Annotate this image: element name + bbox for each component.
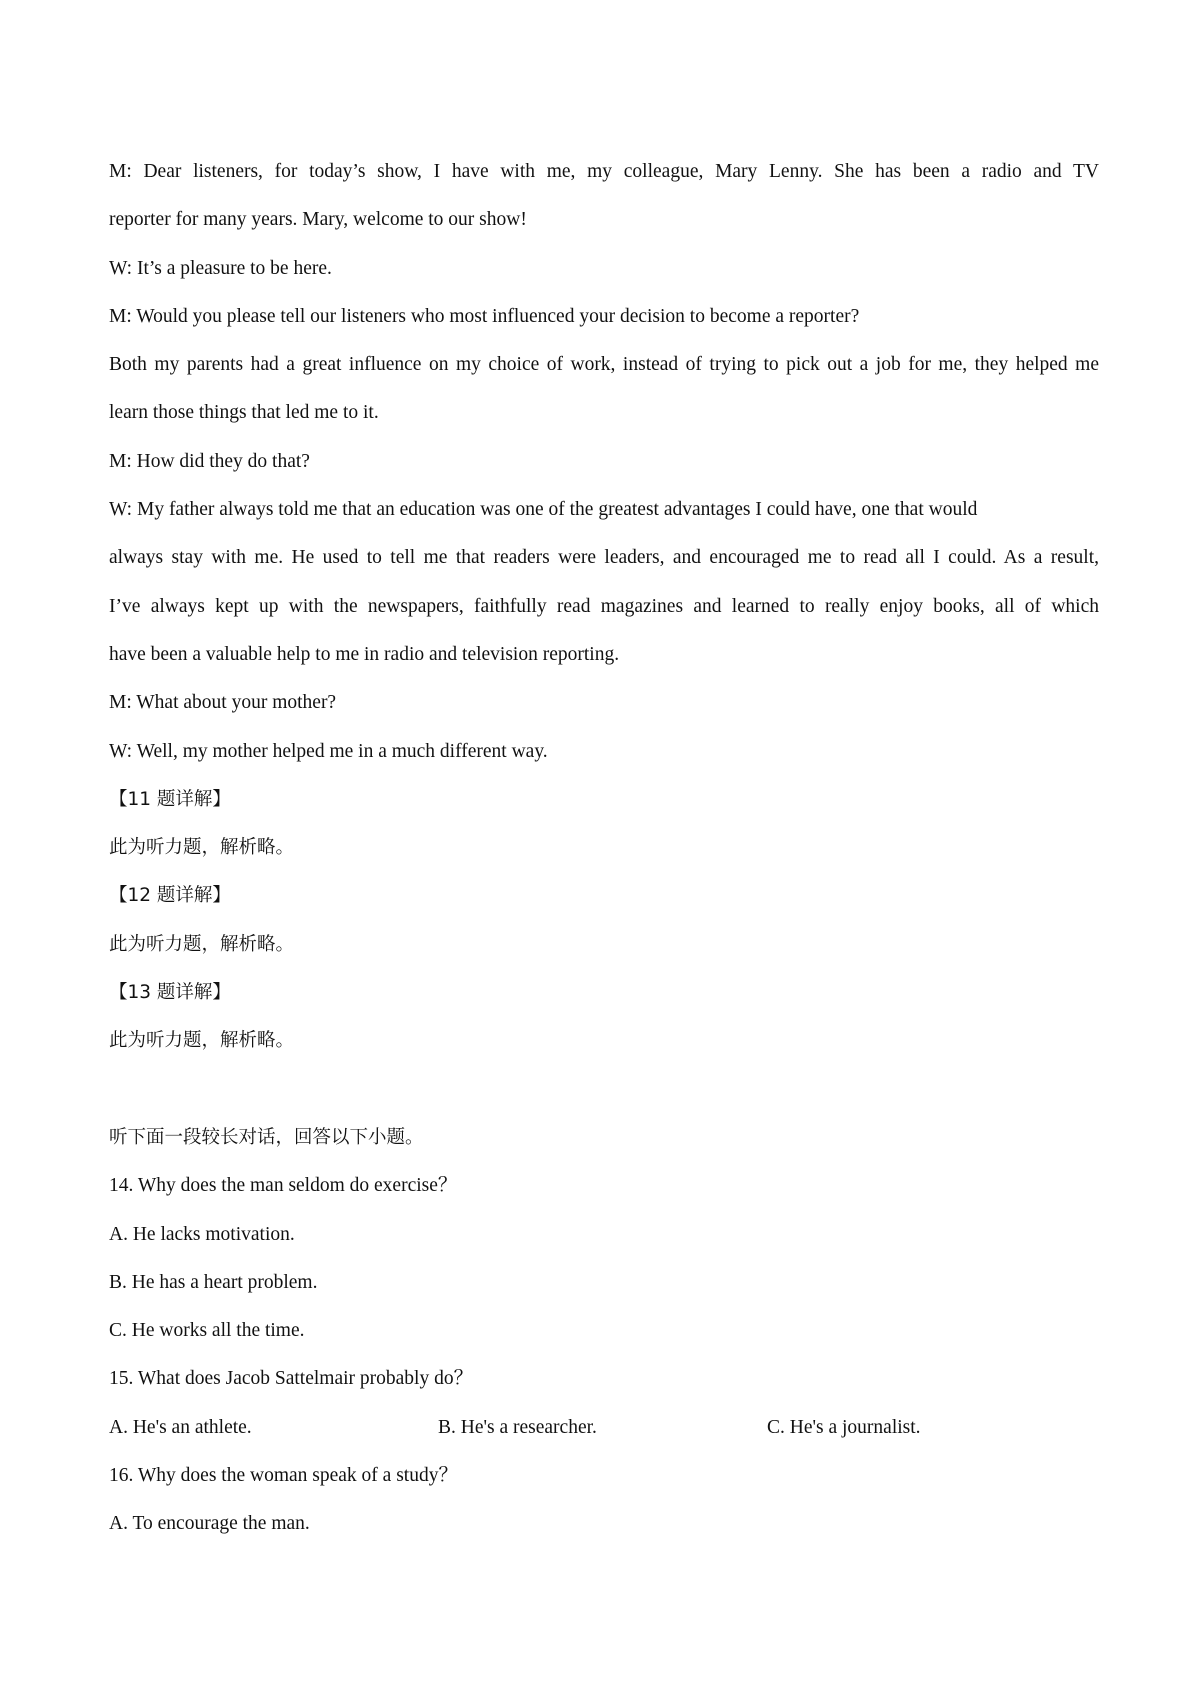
answer-options-row: [109, 1404, 1099, 1452]
dialogue-line: reporter for many years. Mary, welcome to our show!: [109, 209, 527, 231]
answer-option: C. He's a journalist.: [767, 1416, 921, 1438]
answer-option: A. To encourage the man.: [109, 1513, 310, 1535]
explanation-text: 此为听力题，解析略。: [109, 933, 295, 955]
dialogue-line: Both my parents had a great influence on my choice of work, instead of trying to pick out a job for me, they helped me: [109, 354, 1099, 376]
dialogue-line: W: It’s a pleasure to be here.: [109, 257, 332, 279]
dialogue-line: M: What about your mother?: [109, 692, 337, 714]
dialogue-line: W: Well, my mother helped me in a much different way.: [109, 740, 548, 762]
document-page: [109, 148, 1099, 1549]
answer-option: B. He has a heart problem.: [109, 1271, 318, 1293]
explanation-text: 此为听力题，解析略。: [109, 837, 295, 859]
section-intro: 听下面一段较长对话，回答以下小题。: [109, 1126, 424, 1148]
answer-option: C. He works all the time.: [109, 1320, 305, 1342]
dialogue-line: I’ve always kept up with the newspapers, faithfully read magazines and learned to really enjoy books, all of which: [109, 595, 1099, 617]
section-spacer: [109, 1066, 1099, 1114]
dialogue-line: M: Would you please tell our listeners who most influenced your decision to become a reporter?: [109, 305, 860, 327]
answer-option: A. He lacks motivation.: [109, 1223, 295, 1245]
question-stem: 16. Why does the woman speak of a study？: [109, 1465, 458, 1487]
dialogue-line: M: How did they do that?: [109, 450, 310, 472]
answer-option: A. He's an athlete.: [109, 1416, 252, 1438]
dialogue-line: M: Dear listeners, for today’s show, I have with me, my colleague, Mary Lenny. She has been a radio and TV: [109, 161, 1099, 182]
dialogue-line: W: My father always told me that an education was one of the greatest advantages I could have, one that would: [109, 499, 978, 521]
dialogue-line: have been a valuable help to me in radio and television reporting.: [109, 643, 620, 665]
question-stem: 15. What does Jacob Sattelmair probably do？: [109, 1368, 474, 1390]
explanation-heading: 【11 题详解】: [109, 788, 231, 810]
question-stem: 14. Why does the man seldom do exercise？: [109, 1175, 458, 1197]
answer-option: B. He's a researcher.: [438, 1416, 597, 1438]
explanation-text: 此为听力题，解析略。: [109, 1030, 295, 1052]
explanation-heading: 【12 题详解】: [109, 885, 231, 907]
dialogue-line: always stay with me. He used to tell me that readers were leaders, and encouraged me to read all I could. As a result,: [109, 547, 1099, 569]
dialogue-line: learn those things that led me to it.: [109, 402, 379, 424]
explanation-heading: 【13 题详解】: [109, 982, 231, 1004]
